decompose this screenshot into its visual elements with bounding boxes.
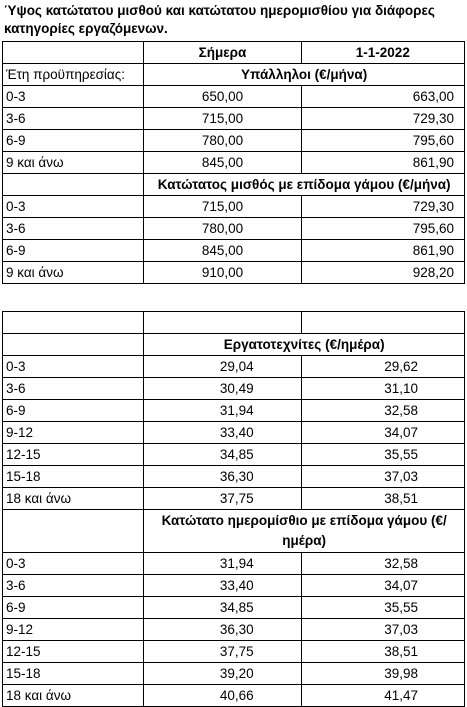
section-header-row: [3, 510, 465, 553]
range-cell: 9 και άνω: [3, 262, 144, 284]
col-header-2022: 1-1-2022: [301, 42, 464, 64]
today-value-cell: 39,20: [144, 663, 301, 685]
future-value-cell: 928,20: [301, 262, 464, 284]
today-value-cell: 33,40: [144, 422, 301, 444]
section-header-row: [3, 64, 465, 86]
range-cell: 6-9: [3, 130, 144, 152]
future-value-cell: 729,30: [301, 196, 464, 218]
col-header-today: Σήμερα: [144, 42, 301, 64]
table-row: [3, 444, 465, 466]
table-row: [3, 663, 465, 685]
table-row: [3, 619, 465, 641]
range-cell: 6-9: [3, 400, 144, 422]
empty-cell: [144, 312, 301, 334]
future-value-cell: 37,03: [301, 466, 464, 488]
today-value-cell: 31,94: [144, 553, 301, 575]
table-row: [3, 196, 465, 218]
today-value-cell: 36,30: [144, 466, 301, 488]
future-value-cell: 32,58: [301, 553, 464, 575]
range-cell: 0-3: [3, 553, 144, 575]
range-cell: 0-3: [3, 356, 144, 378]
today-value-cell: 780,00: [144, 130, 301, 152]
table-row: [3, 152, 465, 174]
table-row: [3, 597, 465, 619]
today-value-cell: 33,40: [144, 575, 301, 597]
future-value-cell: 795,60: [301, 130, 464, 152]
salary-table-employees: [2, 41, 465, 284]
future-value-cell: 38,51: [301, 488, 464, 510]
future-value-cell: 32,58: [301, 400, 464, 422]
empty-cell: [3, 312, 144, 334]
range-cell: 12-15: [3, 641, 144, 663]
today-value-cell: 845,00: [144, 152, 301, 174]
today-value-cell: 34,85: [144, 444, 301, 466]
future-value-cell: 31,10: [301, 378, 464, 400]
range-cell: 3-6: [3, 378, 144, 400]
future-value-cell: 37,03: [301, 619, 464, 641]
section-title-employees: Υπάλληλοι (€/μήνα): [144, 64, 465, 86]
future-value-cell: 35,55: [301, 444, 464, 466]
empty-header-cell: [3, 42, 144, 64]
table-row: [3, 130, 465, 152]
future-value-cell: 861,90: [301, 152, 464, 174]
range-cell: 18 και άνω: [3, 488, 144, 510]
table-row: [3, 422, 465, 444]
table-row: [3, 356, 465, 378]
today-value-cell: 29,04: [144, 356, 301, 378]
table-row: [3, 553, 465, 575]
section-title-marriage-salary: Κατώτατος μισθός με επίδομα γάμου (€/μήνα): [144, 174, 465, 196]
future-value-cell: 861,90: [301, 240, 464, 262]
range-cell: 3-6: [3, 575, 144, 597]
today-value-cell: 715,00: [144, 108, 301, 130]
table-row: [3, 575, 465, 597]
table-row: [3, 641, 465, 663]
empty-row: [3, 312, 465, 334]
today-value-cell: 34,85: [144, 597, 301, 619]
range-cell: 15-18: [3, 663, 144, 685]
document-title: Ύψος κατώτατου μισθού και κατώτατου ημερομισθίου για διάφορες κατηγορίες εργαζόμενων.: [4, 3, 435, 36]
table-row: [3, 466, 465, 488]
future-value-cell: 34,07: [301, 575, 464, 597]
range-cell: 18 και άνω: [3, 685, 144, 707]
section-header-row: [3, 174, 465, 196]
today-value-cell: 910,00: [144, 262, 301, 284]
range-cell: 15-18: [3, 466, 144, 488]
years-label: Έτη προϋπηρεσίας:: [3, 64, 144, 86]
future-value-cell: 34,07: [301, 422, 464, 444]
range-cell: 12-15: [3, 444, 144, 466]
table-header-row: [3, 42, 465, 64]
section-title-workers: Εργατοτεχνίτες (€/ημέρα): [144, 334, 465, 356]
wage-table-workers: [2, 311, 465, 707]
today-value-cell: 650,00: [144, 86, 301, 108]
table-row: [3, 240, 465, 262]
future-value-cell: 41,47: [301, 685, 464, 707]
today-value-cell: 845,00: [144, 240, 301, 262]
table-row: [3, 218, 465, 240]
range-cell: 3-6: [3, 108, 144, 130]
future-value-cell: 38,51: [301, 641, 464, 663]
table-row: [3, 378, 465, 400]
today-value-cell: 780,00: [144, 218, 301, 240]
empty-cell: [3, 510, 144, 553]
range-cell: 0-3: [3, 86, 144, 108]
table-row: [3, 400, 465, 422]
future-value-cell: 39,98: [301, 663, 464, 685]
today-value-cell: 31,94: [144, 400, 301, 422]
range-cell: 9 και άνω: [3, 152, 144, 174]
section-title-marriage-wage: Κατώτατο ημερομίσθιο με επίδομα γάμου (€/ημέρα): [144, 510, 465, 553]
table-row: [3, 108, 465, 130]
future-value-cell: 795,60: [301, 218, 464, 240]
section-header-row: [3, 334, 465, 356]
today-value-cell: 37,75: [144, 488, 301, 510]
range-cell: 0-3: [3, 196, 144, 218]
future-value-cell: 29,62: [301, 356, 464, 378]
range-cell: 3-6: [3, 218, 144, 240]
future-value-cell: 35,55: [301, 597, 464, 619]
today-value-cell: 36,30: [144, 619, 301, 641]
future-value-cell: 729,30: [301, 108, 464, 130]
today-value-cell: 30,49: [144, 378, 301, 400]
empty-cell: [301, 312, 464, 334]
range-cell: 6-9: [3, 240, 144, 262]
future-value-cell: 663,00: [301, 86, 464, 108]
table-row: [3, 488, 465, 510]
today-value-cell: 37,75: [144, 641, 301, 663]
range-cell: 6-9: [3, 597, 144, 619]
table-row: [3, 262, 465, 284]
today-value-cell: 40,66: [144, 685, 301, 707]
today-value-cell: 715,00: [144, 196, 301, 218]
empty-cell: [3, 334, 144, 356]
table-row: [3, 86, 465, 108]
empty-cell: [3, 174, 144, 196]
range-cell: 9-12: [3, 619, 144, 641]
range-cell: 9-12: [3, 422, 144, 444]
